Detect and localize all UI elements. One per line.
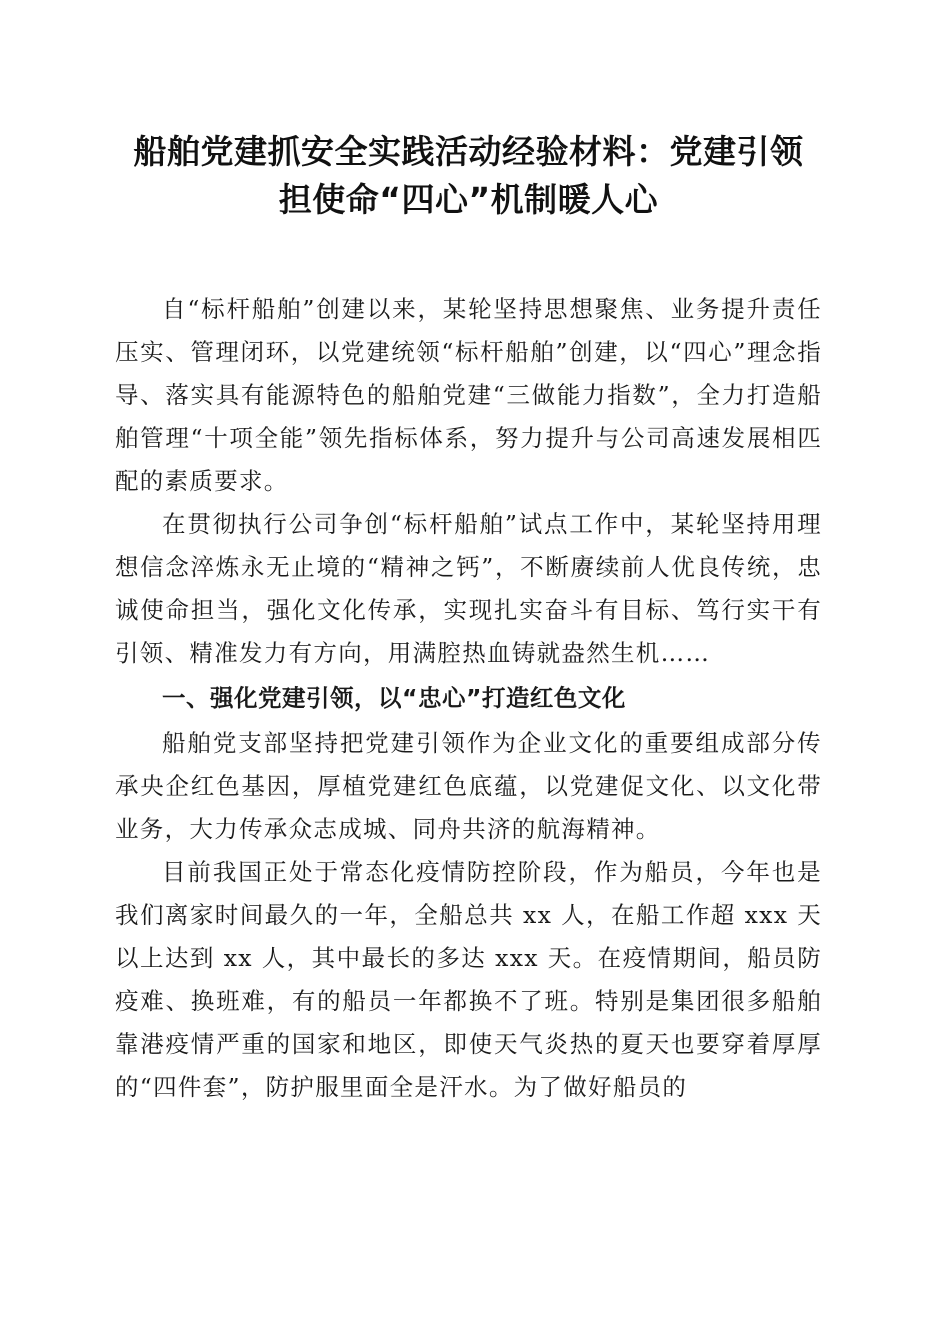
intro-paragraph-2: 在贯彻执行公司争创“标杆船舶”试点工作中，某轮坚持用理想信念淬炼永无止境的“精神之钙”，不断赓续前人优良传统，忠诚使命担当，强化文化传承，实现扎实奋斗有目标、笃行实干有引领、精准发力有方向，用满腔热血铸就盎然生机…… xyxy=(115,510,822,667)
document-title xyxy=(115,128,822,224)
section-1-heading: 一、强化党建引领，以“忠心”打造红色文化 xyxy=(162,684,626,712)
title-line-2: 担使命“四心”机制暖人心 xyxy=(278,180,659,219)
title-line-1: 船舶党建抓安全实践活动经验材料：党建引领 xyxy=(133,132,804,171)
section-1-paragraph-1: 船舶党支部坚持把党建引领作为企业文化的重要组成部分传承央企红色基因，厚植党建红色底蕴，以党建促文化、以文化带业务，大力传承众志成城、同舟共济的航海精神。 xyxy=(115,729,822,843)
section-1-paragraph-2: 目前我国正处于常态化疫情防控阶段，作为船员，今年也是我们离家时间最久的一年，全船总共 xx 人，在船工作超 xxx 天以上达到 xx 人，其中最长的多达 xxx 天。在疫情期间，船员防疫难、换班难，有的船员一年都换不了班。特别是集团很多船舶靠港疫情严重的国家和地区，即使天气炎热的夏天也要穿着厚厚的“四件套”，防护服里面全是汗水。为了做好船员的 xyxy=(115,858,822,1101)
intro-paragraph-1: 自“标杆船舶”创建以来，某轮坚持思想聚焦、业务提升责任压实、管理闭环，以党建统领“标杆船舶”创建，以“四心”理念指导、落实具有能源特色的船舶党建“三做能力指数”，全力打造船舶管理“十项全能”领先指标体系，努力提升与公司高速发展相匹配的素质要求。 xyxy=(115,295,822,495)
